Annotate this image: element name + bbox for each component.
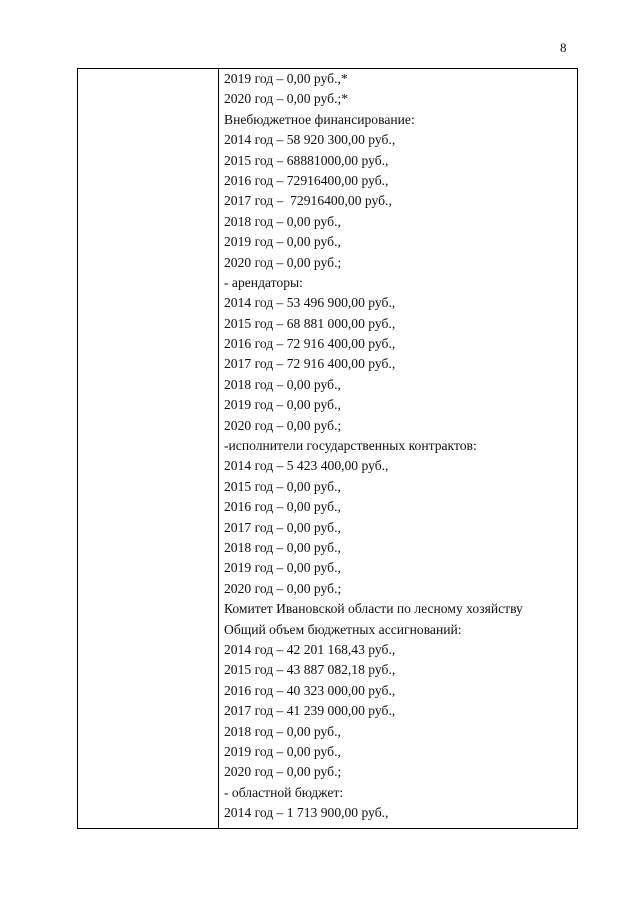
text-line: 2020 год – 0,00 руб.;* [224,91,349,107]
text-line: 2018 год – 0,00 руб., [224,376,341,392]
text-line: Внебюджетное финансирование: [224,111,415,127]
text-line: 2015 год – 43 887 082,18 руб., [224,662,396,678]
text-line: 2015 год – 68881000,00 руб., [224,152,389,168]
text-line: 2014 год – 1 713 900,00 руб., [224,805,389,821]
text-line: 2014 год – 58 920 300,00 руб., [224,132,396,148]
text-line: 2018 год – 0,00 руб., [224,213,341,229]
text-line: -исполнители государственных контрактов: [224,438,477,454]
text-line: 2014 год – 53 496 900,00 руб., [224,295,396,311]
text-line: 2019 год – 0,00 руб., [224,234,341,250]
page-number: 8 [560,40,567,55]
text-line: 2019 год – 0,00 руб.,* [224,71,348,86]
text-line: Общий объем бюджетных ассигнований: [224,621,462,637]
text-line: 2019 год – 0,00 руб., [224,397,341,413]
text-line: - областной бюджет: [224,784,344,800]
text-line: - арендаторы: [224,274,303,290]
text-line: 2020 год – 0,00 руб.; [224,764,342,780]
text-line: 2018 год – 0,00 руб., [224,539,341,555]
text-line: 2016 год – 72916400,00 руб., [224,172,389,188]
text-line: 2017 год – 72 916 400,00 руб., [224,356,396,372]
text-line: 2014 год – 42 201 168,43 руб., [224,641,396,657]
text-line: 2020 год – 0,00 руб.; [224,254,342,270]
text-line: 2017 год – 0,00 руб., [224,519,341,535]
text-line: 2015 год – 0,00 руб., [224,478,341,494]
text-line: Комитет Ивановской области по лесному хозяйству [224,601,523,617]
text-line: 2017 год – 72916400,00 руб., [224,193,392,209]
column-divider [218,69,219,828]
text-line: 2015 год – 68 881 000,00 руб., [224,315,396,331]
funding-table [77,68,578,829]
text-line: 2017 год – 41 239 000,00 руб., [224,703,396,719]
text-line: 2018 год – 0,00 руб., [224,723,341,739]
text-line: 2020 год – 0,00 руб.; [224,417,342,433]
text-line: 2019 год – 0,00 руб., [224,560,341,576]
text-line: 2020 год – 0,00 руб.; [224,580,342,596]
text-line: 2014 год – 5 423 400,00 руб., [224,458,389,474]
text-line: 2019 год – 0,00 руб., [224,743,341,759]
text-line: 2016 год – 40 323 000,00 руб., [224,682,396,698]
text-line: 2016 год – 0,00 руб., [224,499,341,515]
text-line: 2016 год – 72 916 400,00 руб., [224,336,396,352]
funding-lines [224,69,573,823]
